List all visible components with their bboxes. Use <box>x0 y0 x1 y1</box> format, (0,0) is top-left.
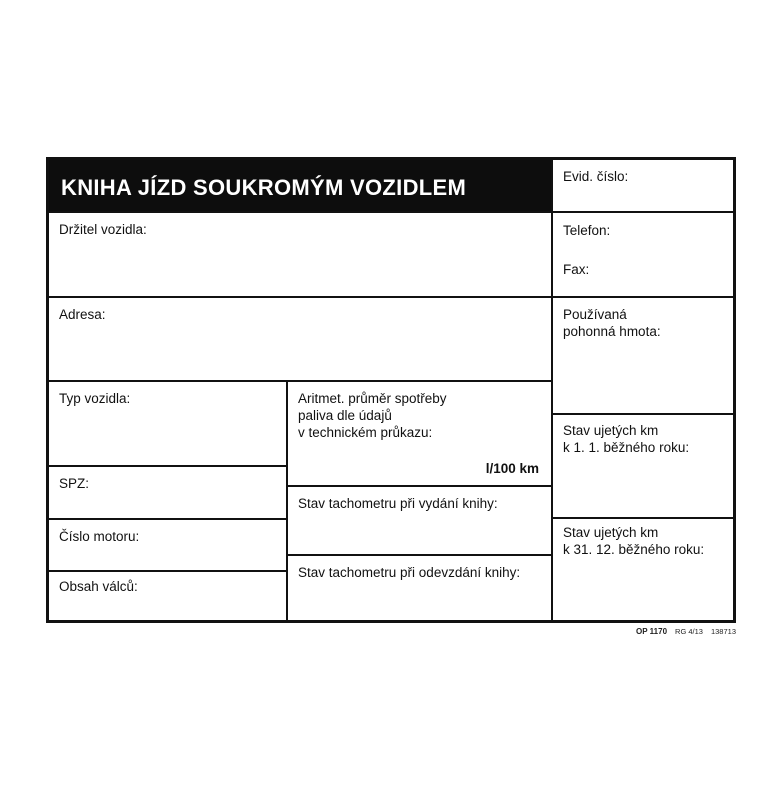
revision-code: RG 4/13 <box>675 627 703 636</box>
tachometr-odevzdani-label: Stav tachometru při odevzdání knihy: <box>298 565 521 580</box>
pohonna-hmota-label: Používaná pohonná hmota: <box>563 307 661 339</box>
product-footer <box>636 627 736 636</box>
cislo-motoru-field[interactable] <box>49 520 286 570</box>
typ-vozidla-field[interactable] <box>49 382 286 465</box>
product-code: OP 1170 <box>636 627 668 636</box>
form-title: KNIHA JÍZD SOUKROMÝM VOZIDLEM <box>49 160 552 212</box>
tachometr-odevzdani-field[interactable] <box>288 556 551 620</box>
spotreba-unit: l/100 km <box>485 461 539 476</box>
adresa-label: Adresa: <box>59 307 106 322</box>
tachometr-vydani-label: Stav tachometru při vydání knihy: <box>298 496 498 511</box>
obsah-valcu-label: Obsah válců: <box>59 579 138 594</box>
vehicle-logbook-form <box>46 157 736 623</box>
drzitel-vozidla-label: Držitel vozidla: <box>59 222 147 237</box>
cislo-motoru-label: Číslo motoru: <box>59 529 140 544</box>
typ-vozidla-label: Typ vozidla: <box>59 391 131 406</box>
prumer-spotreby-field[interactable] <box>288 382 551 485</box>
obsah-valcu-field[interactable] <box>49 572 286 620</box>
adresa-field[interactable] <box>49 298 551 380</box>
drzitel-vozidla-field[interactable] <box>49 213 551 296</box>
fax-label: Fax: <box>563 262 590 277</box>
stav-km-1-field[interactable] <box>553 415 733 517</box>
telefon-label: Telefon: <box>563 223 611 238</box>
pohonna-hmota-field[interactable] <box>553 298 733 413</box>
catalog-number: 138713 <box>710 627 736 636</box>
evid-cislo-field[interactable] <box>553 160 733 211</box>
telefon-fax-field[interactable] <box>553 213 733 296</box>
evid-cislo-label: Evid. číslo: <box>563 169 629 184</box>
stav-km-31-label: Stav ujetých km k 31. 12. běžného roku: <box>563 525 705 557</box>
spz-field[interactable] <box>49 467 286 518</box>
prumer-spotreby-label: Aritmet. průměr spotřeby paliva dle údajů v technickém průkazu: <box>298 391 447 440</box>
stav-km-1-label: Stav ujetých km k 1. 1. běžného roku: <box>563 423 690 455</box>
spz-label: SPZ: <box>59 476 90 491</box>
stav-km-31-field[interactable] <box>553 519 733 620</box>
tachometr-vydani-field[interactable] <box>288 487 551 554</box>
